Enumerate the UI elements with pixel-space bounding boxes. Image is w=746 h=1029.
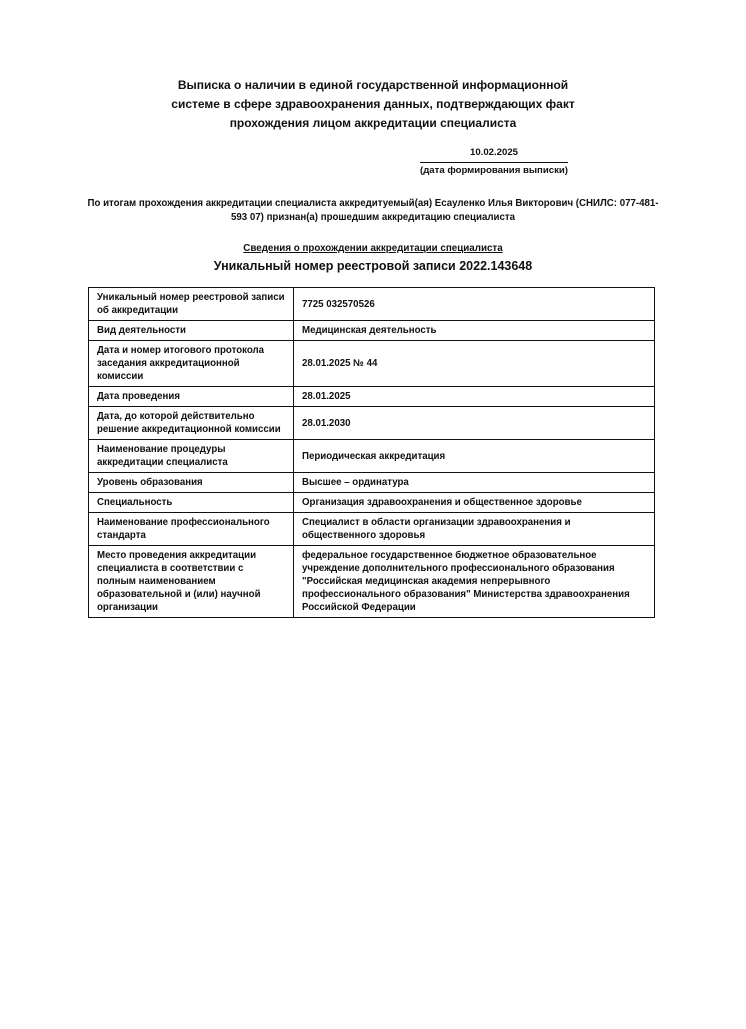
- section-heading: Сведения о прохождении аккредитации специалиста: [243, 243, 503, 254]
- row-value-cell: 7725 032570526: [294, 288, 655, 321]
- table-row: [89, 493, 655, 513]
- table-row: [89, 513, 655, 546]
- table-row: [89, 473, 655, 493]
- intro-paragraph: [0, 197, 746, 225]
- row-label-cell: Специальность: [89, 493, 294, 513]
- row-label-cell: Уровень образования: [89, 473, 294, 493]
- row-label-cell: Наименование профессионального стандарта: [89, 513, 294, 546]
- row-label-cell: Место проведения аккредитации специалиста в соответствии с полным наименованием образовательной и (или) научной организации: [89, 546, 294, 618]
- row-value-cell: Организация здравоохранения и общественное здоровье: [294, 493, 655, 513]
- row-label-cell: Уникальный номер реестровой записи об аккредитации: [89, 288, 294, 321]
- intro-line: 593 07) признан(а) прошедшим аккредитацию специалиста: [231, 212, 515, 223]
- table-row: [89, 387, 655, 407]
- table-row: [89, 407, 655, 440]
- table-row: [89, 546, 655, 618]
- row-value-cell: федеральное государственное бюджетное образовательное учреждение дополнительного профессионального образования "Российская медицинская академия непрерывного профессионального образования" Министерства здравоохранения Российской Федерации: [294, 546, 655, 618]
- row-label-cell: Дата, до которой действительно решение аккредитационной комиссии: [89, 407, 294, 440]
- document-title: [0, 76, 746, 133]
- intro-line: По итогам прохождения аккредитации специалиста аккредитуемый(ая) Есауленко Илья Викторович (СНИЛС: 077-481-: [87, 198, 659, 209]
- row-value-cell: Специалист в области организации здравоохранения и общественного здоровья: [294, 513, 655, 546]
- issue-date-value: 10.02.2025: [420, 147, 568, 163]
- row-value-cell: 28.01.2030: [294, 407, 655, 440]
- row-value-cell: 28.01.2025 № 44: [294, 341, 655, 387]
- issue-date-block: [420, 147, 568, 177]
- title-line: Выписка о наличии в единой государственной информационной: [177, 78, 569, 92]
- table-row: [89, 288, 655, 321]
- row-value-cell: Высшее – ординатура: [294, 473, 655, 493]
- table-row: [89, 321, 655, 341]
- table-row: [89, 440, 655, 473]
- registry-number-heading: Уникальный номер реестровой записи 2022.143648: [213, 259, 533, 273]
- row-label-cell: Наименование процедуры аккредитации специалиста: [89, 440, 294, 473]
- title-line: прохождения лицом аккредитации специалиста: [229, 116, 517, 130]
- row-value-cell: Периодическая аккредитация: [294, 440, 655, 473]
- title-line: системе в сфере здравоохранения данных, подтверждающих факт: [171, 97, 575, 111]
- row-value-cell: Медицинская деятельность: [294, 321, 655, 341]
- row-label-cell: Вид деятельности: [89, 321, 294, 341]
- accreditation-table: [88, 287, 655, 618]
- table-row: [89, 341, 655, 387]
- issue-date-caption: (дата формирования выписки): [420, 165, 568, 176]
- row-label-cell: Дата проведения: [89, 387, 294, 407]
- row-label-cell: Дата и номер итогового протокола заседания аккредитационной комиссии: [89, 341, 294, 387]
- row-value-cell: 28.01.2025: [294, 387, 655, 407]
